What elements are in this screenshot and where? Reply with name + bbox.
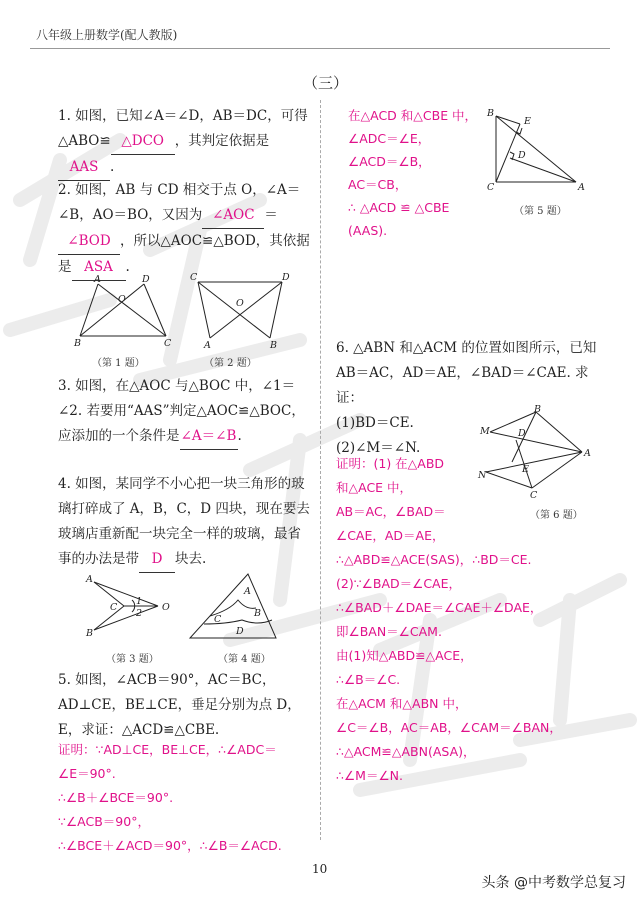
answer-blank: AAS — [58, 155, 110, 181]
figure-5 — [484, 108, 594, 194]
figure-6-caption: （第 6 题） — [530, 510, 583, 521]
svg-text:2: 2 — [136, 608, 143, 619]
answer-blank: ∠A＝∠B — [180, 424, 238, 450]
svg-text:D: D — [518, 150, 526, 161]
svg-text:B: B — [270, 340, 277, 350]
figure-2-caption: （第 2 题） — [204, 358, 257, 369]
figure-1-caption: （第 1 题） — [92, 358, 145, 369]
svg-text:N: N — [478, 470, 487, 481]
svg-text:O: O — [162, 602, 170, 613]
svg-text:C: C — [214, 614, 222, 625]
answer-blank: △DCO — [111, 129, 175, 155]
answer-blank: ∠BOD — [58, 229, 120, 255]
header-rule — [30, 48, 610, 49]
question-3: 3. 如图，在△AOC 与△BOC 中，∠1＝∠2. 若要用“AAS”判定△AOC≌△BOC，应添加的一个条件是∠A＝∠B. — [58, 374, 310, 450]
svg-text:B: B — [534, 404, 541, 415]
answer-blank: D — [139, 547, 175, 573]
svg-text:B: B — [487, 108, 494, 119]
svg-text:E: E — [524, 116, 531, 127]
svg-text:C: C — [110, 602, 118, 613]
figure-3-caption: （第 3 题） — [106, 654, 159, 665]
svg-text:B: B — [74, 338, 81, 349]
answer-blank: ∠AOC — [202, 203, 264, 229]
answer-blank: ASA — [72, 255, 126, 281]
svg-text:B: B — [254, 608, 261, 619]
svg-text:D: D — [518, 428, 526, 439]
svg-text:O: O — [236, 298, 244, 309]
figure-4-caption: （第 4 题） — [218, 654, 271, 665]
svg-text:D: D — [236, 626, 244, 637]
page-header: 八年级上册数学(配人教版) — [36, 28, 178, 42]
svg-text:1: 1 — [136, 596, 143, 607]
svg-text:E: E — [522, 464, 529, 475]
question-1: 1. 如图，已知∠A＝∠D，AB＝DC，可得△ABO≌ △DCO ，其判定依据是AAS . — [58, 104, 310, 181]
question-5-proof-cont: 在△ACD 和△CBE 中， ∠ADC＝∠E， ∠ACD＝∠B， AC＝CB， ∴ △ACD ≌ △CBE (AAS). — [348, 108, 478, 238]
svg-text:M: M — [480, 426, 490, 437]
svg-text:B: B — [86, 628, 93, 639]
svg-text:C: C — [190, 272, 198, 283]
column-divider — [320, 100, 321, 840]
question-4: 4. 如图，某同学不小心把一块三角形的玻璃打碎成了 A，B，C，D 四块，现在要去玻璃店重新配一块完全一样的玻璃，最省事的办法是带 D 块去. — [58, 472, 310, 573]
section-title: （三） — [303, 74, 349, 92]
svg-text:C: C — [530, 490, 538, 500]
svg-text:A: A — [204, 340, 211, 350]
svg-text:A: A — [578, 182, 585, 193]
figure-5-caption: （第 5 题） — [514, 206, 567, 217]
figures-1-2 — [70, 272, 320, 350]
question-6: 6. △ABN 和△ACM 的位置如图所示，已知 AB＝AC，AD＝AE，∠BAD＝∠CAE. 求证： (1)BD＝CE. (2)∠M＝∠N. — [336, 340, 597, 456]
svg-text:A: A — [244, 586, 251, 597]
source-watermark: 头条 @中考数学总复习 — [481, 875, 626, 891]
figures-3-4 — [80, 570, 290, 646]
question-2: 2. 如图，AB 与 CD 相交于点 O，∠A＝∠B，AO＝BO，又因为 ∠AOC ＝∠BOD ，所以△AOC≌△BOD，其依据是 ASA . — [58, 178, 310, 281]
page-number: 10 — [312, 862, 328, 876]
question-5: 5. 如图，∠ACB＝90°，AC＝BC，AD⊥CE，BE⊥CE，垂足分别为点 D，E，求证：△ACD≌△CBE. — [58, 672, 301, 738]
svg-text:D: D — [142, 274, 150, 285]
svg-text:A: A — [94, 274, 101, 285]
svg-text:C: C — [487, 182, 495, 193]
svg-text:O: O — [118, 294, 126, 305]
svg-text:D: D — [282, 272, 290, 283]
svg-text:A: A — [86, 574, 93, 585]
svg-text:C: C — [164, 338, 172, 349]
question-5-proof: 证明：∵AD⊥CE，BE⊥CE，∴∠ADC＝ ∠E＝90°. ∴∠B＋∠BCE＝90°. ∵∠ACB＝90°， ∴∠BCE＋∠ACD＝90°，∴∠B＝∠ACD. — [58, 742, 282, 853]
question-6-proof: 证明：(1) 在△ABD 和△ACE 中， AB＝AC，∠BAD＝ ∠CAE，AD＝AE， ∴△ABD≌△ACE(SAS)，∴BD＝CE. (2)∵∠BAD＝∠CAE， ∴∠BAD＋∠DAE＝∠CAE＋∠DAE， 即∠BAN＝∠CAM. 由(1)知△ABD≌△ACE， ∴∠B＝∠C. 在△ACM 和△ABN 中， ∠C＝∠B，AC＝AB，∠CAM＝∠BAN， ∴△ACM≌△ABN(ASA)， ∴∠M＝∠N. — [336, 456, 562, 783]
svg-text:A: A — [584, 448, 591, 459]
